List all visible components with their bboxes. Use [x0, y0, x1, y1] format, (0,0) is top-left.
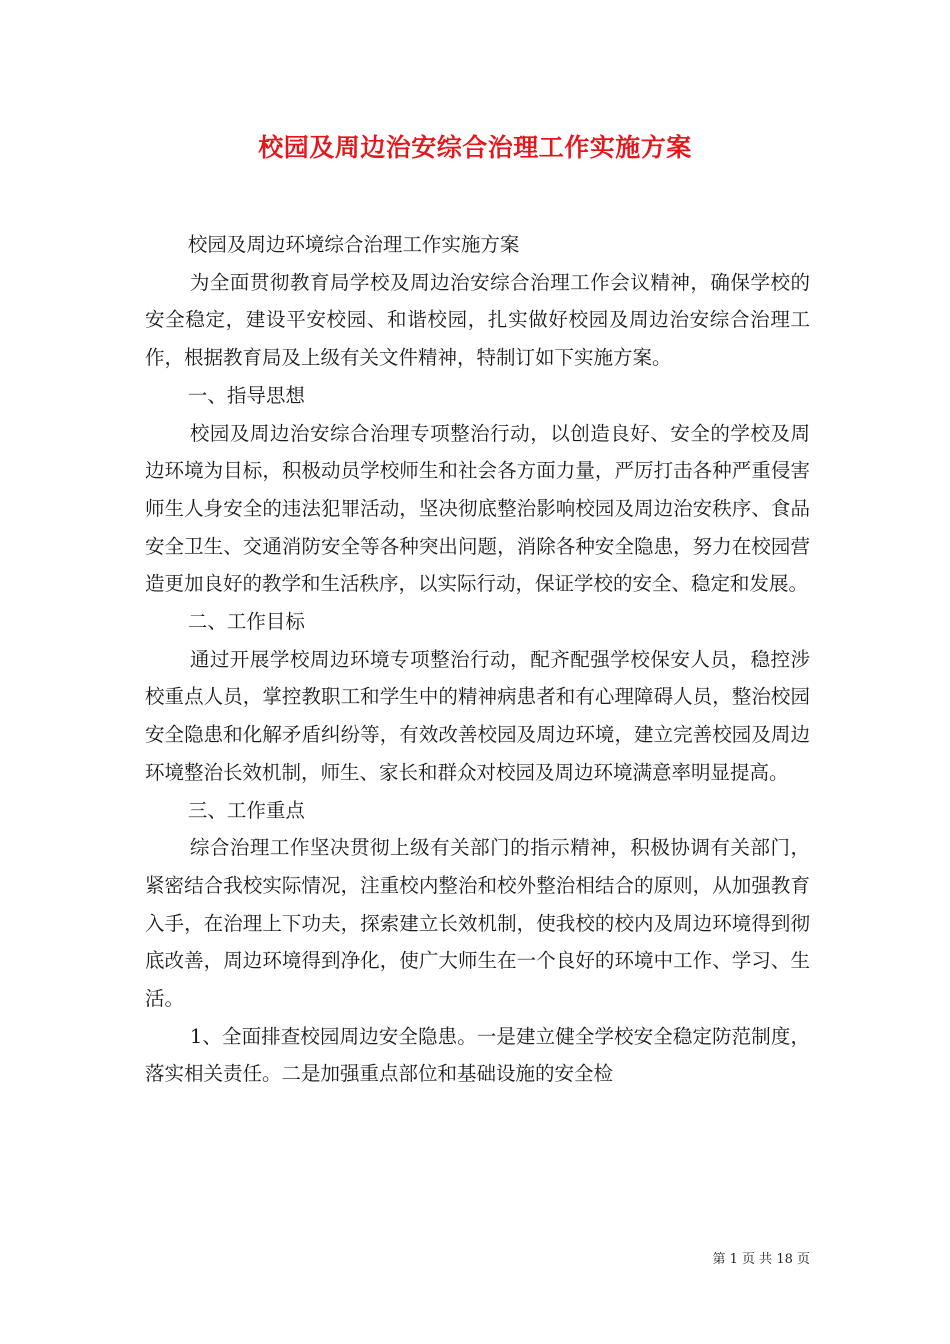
section-heading-work-goals: 二、工作目标 — [187, 610, 305, 634]
document-body — [145, 226, 810, 1093]
paragraph-work-goals: 通过开展学校周边环境专项整治行动，配齐配强学校保安人员，稳控涉校重点人员，掌控教职工和学生中的精神病患者和有心理障碍人员，整治校园安全隐患和化解矛盾纠纷等，有效改善校园及周边环境，建立完善校园及周边环境整治长效机制，师生、家长和群众对校园及周边环境满意率明显提高。 — [145, 647, 810, 784]
paragraph-intro: 为全面贯彻教育局学校及周边治安综合治理工作会议精神，确保学校的安全稳定，建设平安校园、和谐校园，扎实做好校园及周边治安综合治理工作，根据教育局及上级有关文件精神，特制订如下实施方案。 — [145, 270, 810, 370]
paragraph-guiding-thought: 校园及周边治安综合治理专项整治行动，以创造良好、安全的学校及周边环境为目标，积极动员学校师生和社会各方面力量，严厉打击各种严重侵害师生人身安全的违法犯罪活动，坚决彻底整治影响校园及周边治安秩序、食品安全卫生、交通消防安全等各种突出问题，消除各种安全隐患，努力在校园营造更加良好的教学和生活秩序，以实际行动，保证学校的安全、稳定和发展。 — [145, 421, 810, 596]
page-number: 第 1 页 共 18 页 — [712, 1252, 810, 1267]
section-heading-guiding-thought: 一、指导思想 — [187, 383, 305, 407]
paragraph-work-focus: 综合治理工作坚决贯彻上级有关部门的指示精神，积极协调有关部门，紧密结合我校实际情况，注重校内整治和校外整治相结合的原则，从加强教育入手，在治理上下功夫，探索建立长效机制，使我校的校内及周边环境得到彻底改善，周边环境得到净化，使广大师生在一个良好的环境中工作、学习、生活。 — [145, 836, 810, 1011]
paragraph-item-1: 1、全面排查校园周边安全隐患。一是建立健全学校安全稳定防范制度，落实相关责任。二是加强重点部位和基础设施的安全检 — [145, 1024, 810, 1086]
section-heading-work-focus: 三、工作重点 — [187, 798, 305, 822]
document-subtitle: 校园及周边环境综合治理工作实施方案 — [187, 233, 520, 256]
document-title: 校园及周边治安综合治理工作实施方案 — [258, 133, 692, 162]
